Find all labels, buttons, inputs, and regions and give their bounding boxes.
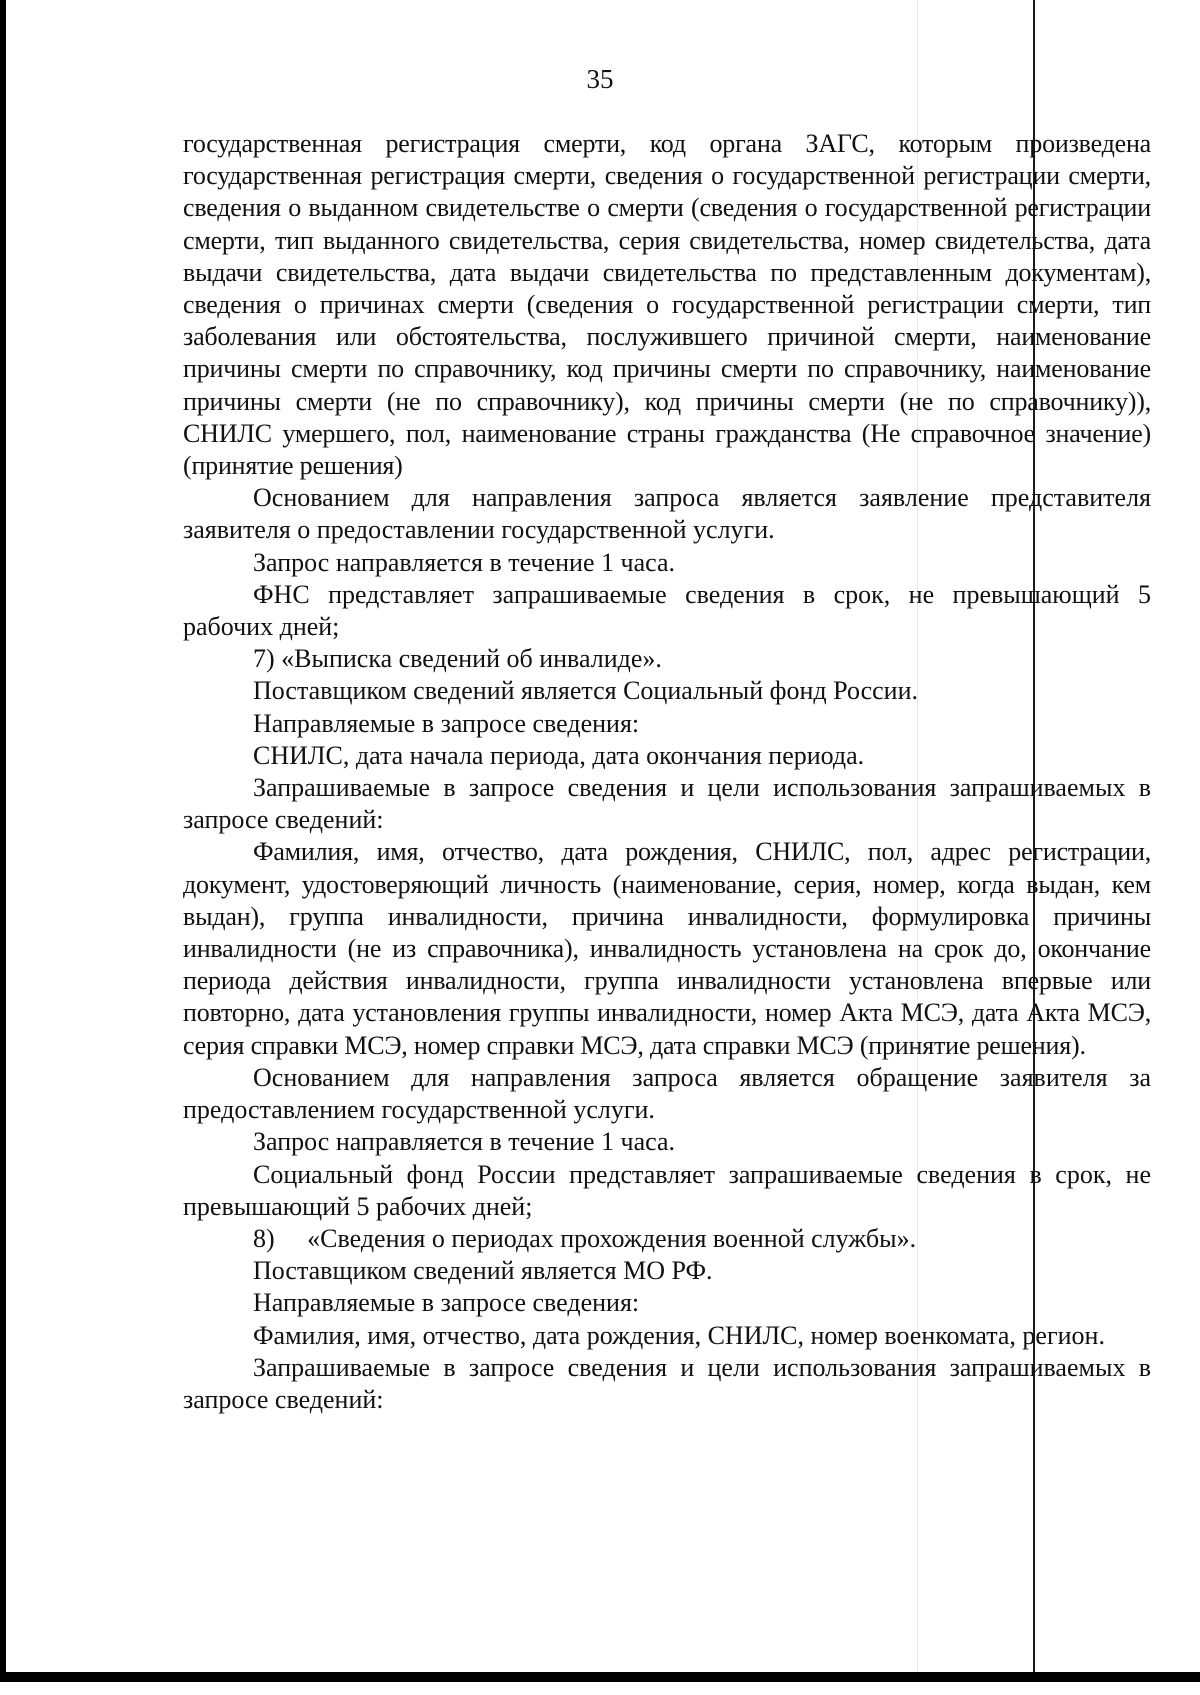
paragraph-item-8-provider: Поставщиком сведений является МО РФ. (253, 1256, 713, 1286)
paragraph-death-registration-details: государственная регистрация смерти, код органа ЗАГС, которым произведена государственная регистрация смерти, сведения о государственной регистрации смерти, сведения о выданном свидетельстве о смерти (сведения о государственной регистрации смерти, тип выданного свидетельства, серия свидетельства, номер свидетельства, дата выдачи свидетельства, дата выдачи свидетельства по представленным документам), сведения о причинах смерти (сведения о государственной регистрации смерти, тип заболевания или обстоятельства, послужившего причиной смерти, наименование причины смерти по справочнику, код причины смерти по справочнику, наименование причины смерти (не по справочнику), код причины смерти (не по справочнику)), СНИЛС умершего, пол, наименование страны гражданства (Не справочное значение) (принятие решения) (183, 129, 1151, 481)
document-body (183, 128, 1151, 1416)
paragraph-item-7-requested-fields: Фамилия, имя, отчество, дата рождения, СНИЛС, пол, адрес регистрации, документ, удостоверяющий личность (наименование, серия, номер, когда выдан, кем выдан), группа инвалидности, причина инвалидности, формулировка причины инвалидности (не из справочника), инвалидность установлена на срок до, окончание периода действия инвалидности, группа инвалидности установлена впервые или повторно, дата установления группы инвалидности, номер Акта МСЭ, дата Акта МСЭ, серия справки МСЭ, номер справки МСЭ, дата справки МСЭ (принятие решения). (183, 837, 1151, 1060)
paragraph-item-7-deadline: Социальный фонд России представляет запрашиваемые сведения в срок, не превышающий 5 рабочих дней; (183, 1159, 1151, 1221)
scan-bottom-edge (0, 1672, 1200, 1682)
paragraph-item-7-basis: Основанием для направления запроса является обращение заявителя за предоставлением государственной услуги. (183, 1062, 1151, 1125)
page-number: 35 (586, 64, 614, 94)
paragraph-item-8-requested-heading: Запрашиваемые в запросе сведения и цели использования запрашиваемых в запросе сведений: (183, 1352, 1151, 1414)
paragraph-item-8-title: 8) «Сведения о периодах прохождения военной службы». (253, 1223, 917, 1253)
scan-left-edge (0, 0, 6, 1677)
paragraph-request-timing: Запрос направляется в течение 1 часа. (253, 547, 676, 577)
paragraph-item-7-provider: Поставщиком сведений является Социальный фонд России. (253, 676, 919, 706)
paragraph-item-7-sent-fields: СНИЛС, дата начала периода, дата окончания периода. (253, 740, 865, 770)
paragraph-item-8-sent-heading: Направляемые в запросе сведения: (253, 1288, 640, 1318)
paragraph-request-basis: Основанием для направления запроса является заявление представителя заявителя о предоставлении государственной услуги. (183, 483, 1151, 545)
paragraph-item-7-requested-heading: Запрашиваемые в запросе сведения и цели использования запрашиваемых в запросе сведений: (183, 773, 1151, 835)
paragraph-item-7-title: 7) «Выписка сведений об инвалиде». (253, 644, 662, 674)
paragraph-item-8-sent-fields: Фамилия, имя, отчество, дата рождения, СНИЛС, номер военкомата, регион. (253, 1320, 1105, 1350)
paragraph-fns-deadline: ФНС представляет запрашиваемые сведения в срок, не превышающий 5 рабочих дней; (183, 579, 1151, 642)
paragraph-item-7-sent-heading: Направляемые в запросе сведения: (253, 708, 640, 738)
paragraph-item-7-timing: Запрос направляется в течение 1 часа. (253, 1127, 676, 1157)
